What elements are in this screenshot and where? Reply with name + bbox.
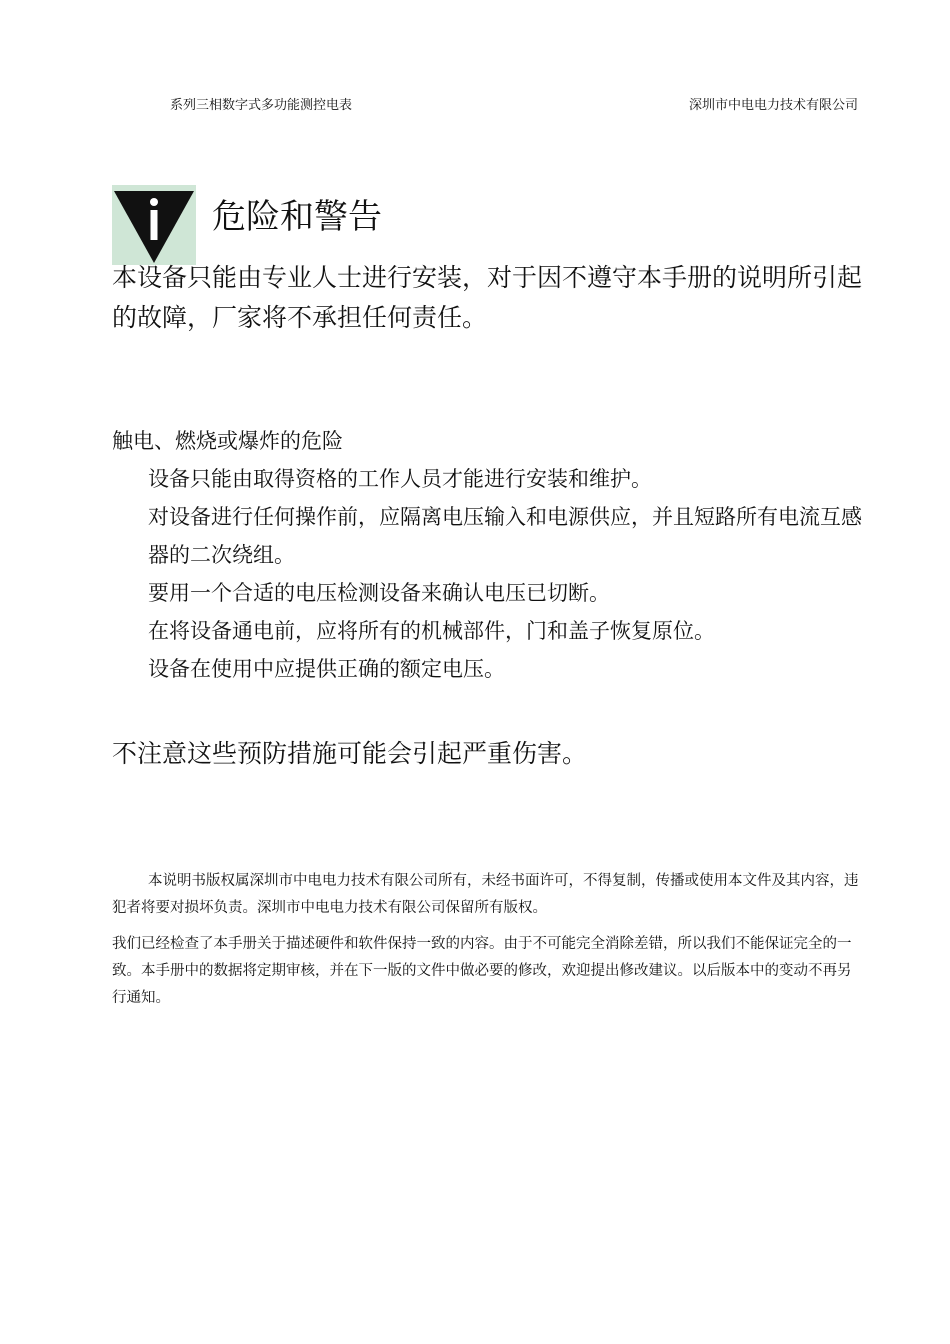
warning-title: 危险和警告	[212, 197, 382, 237]
copyright-notice: 本说明书版权属深圳市中电电力技术有限公司所有，未经书面许可，不得复制，传播或使用本文件及其内容，违犯者将要对损坏负责。深圳市中电电力技术有限公司保留所有版权。	[112, 873, 859, 916]
hazard-section-title: 触电、燃烧或爆炸的危险	[112, 429, 343, 453]
disclaimer-notice: 我们已经检查了本手册关于描述硬件和软件保持一致的内容。由于不可能完全消除差错，所以我们不能保证完全的一致。本手册中的数据将定期审核，并在下一版的文件中做必要的修改，欢迎提出修改建议。以后版本中的变动不再另行通知。	[112, 936, 852, 1006]
hazard-item: 要用一个合适的电压检测设备来确认电压已切断。	[148, 581, 610, 605]
hazard-item: 设备在使用中应提供正确的额定电压。	[148, 657, 505, 681]
header-series-title: 系列三相数字式多功能测控电表	[170, 98, 353, 113]
info-warning-triangle-icon	[112, 185, 196, 265]
hazard-item: 对设备进行任何操作前，应隔离电压输入和电源供应，并且短路所有电流互感器的二次绕组。	[148, 505, 862, 567]
hazard-list	[148, 460, 878, 688]
hazard-item: 设备只能由取得资格的工作人员才能进行安装和维护。	[148, 467, 652, 491]
warning-icon-box	[112, 185, 196, 265]
hazard-item: 在将设备通电前，应将所有的机械部件，门和盖子恢复原位。	[148, 619, 715, 643]
header-company-name: 深圳市中电电力技术有限公司	[688, 98, 858, 113]
intro-statement: 本设备只能由专业人士进行安装，对于因不遵守本手册的说明所引起的故障，厂家将不承担任何责任。	[112, 263, 863, 332]
conclusion-statement: 不注意这些预防措施可能会引起严重伤害。	[112, 739, 588, 768]
